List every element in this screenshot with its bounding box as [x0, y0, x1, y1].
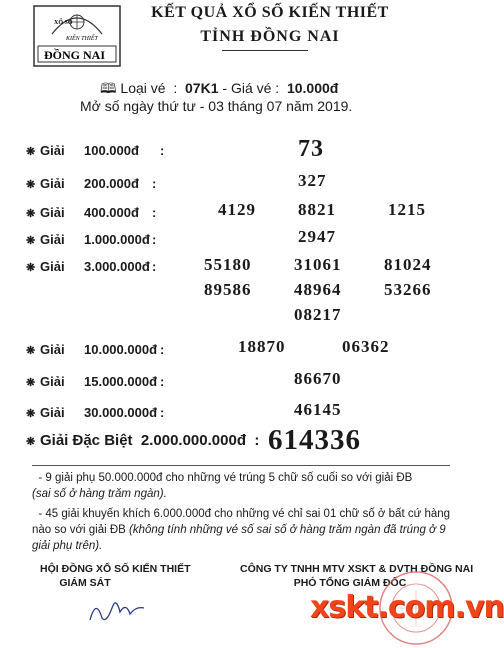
- prize-number: 1215: [388, 200, 426, 219]
- right-org: CÔNG TY TNHH MTV XSKT & DVTH ĐỒNG NAI: [240, 563, 474, 575]
- divider: [32, 465, 450, 466]
- handwritten-signature: [86, 588, 148, 628]
- logo-text-mid: KIẾN THIẾT: [66, 36, 98, 42]
- prize-number: 53266: [384, 280, 432, 299]
- ticket-price-value: 10.000đ: [286, 80, 339, 96]
- prize-number: 8821: [298, 200, 336, 219]
- prize-row-label: ❋ Giải 10.000.000đ: [26, 342, 158, 357]
- left-org: HỘI ĐỒNG XỔ SỐ KIẾN THIẾT: [40, 563, 191, 575]
- subtitle-underline: [222, 50, 308, 51]
- logo-text-top: XỔ SỐ: [54, 20, 73, 26]
- book-icon: 🕮: [100, 80, 117, 96]
- ticket-type-label: Loại vé: [120, 80, 166, 96]
- prize-number: 46145: [294, 400, 342, 419]
- star-icon: ❋: [26, 235, 36, 247]
- page-subtitle: TỈNH ĐỒNG NAI: [200, 28, 340, 45]
- watermark-site: xskt.com.vn: [310, 590, 504, 625]
- note-consolation: - 9 giải phụ 50.000.000đ cho những vé trúng 5 chữ số cuối so với giải ĐB (sai số ở hàng trăm ngàn).: [32, 472, 413, 500]
- prize-number: 48964: [294, 280, 342, 299]
- prize-number: 327: [298, 171, 327, 190]
- prize-row-label: ❋ Giải 100.000đ: [26, 143, 139, 158]
- star-icon: ❋: [26, 208, 36, 220]
- star-icon: ❋: [26, 262, 36, 274]
- ticket-type-value: 07K1: [185, 80, 219, 96]
- star-icon: ❋: [26, 377, 36, 389]
- prize-number: 73: [298, 136, 324, 162]
- prize-number: 2947: [298, 227, 336, 246]
- prize-row-label: ❋ Giải 1.000.000đ: [26, 232, 150, 247]
- prize-row-label: ❋ Giải 3.000.000đ: [26, 259, 150, 274]
- star-icon: ❋: [26, 408, 36, 420]
- draw-date: Mở số ngày thứ tư - 03 tháng 07 năm 2019.: [80, 98, 353, 114]
- star-icon: ❋: [26, 179, 36, 191]
- star-icon: ❋: [26, 146, 36, 158]
- right-role: PHÓ TỔNG GIÁM ĐỐC: [293, 577, 407, 589]
- prize-number: 31061: [294, 255, 342, 274]
- prize-row-label: ❋ Giải 400.000đ: [26, 205, 139, 220]
- prize-row-label: ❋ Giải 200.000đ: [26, 176, 139, 191]
- prize-number: 08217: [294, 305, 342, 324]
- dong-nai-lottery-logo: [32, 4, 122, 68]
- prize-number: 4129: [218, 200, 256, 219]
- special-prize-number: 614336: [268, 424, 361, 456]
- star-icon: ❋: [26, 436, 36, 448]
- prize-row-label: ❋ Giải 30.000.000đ: [26, 405, 158, 420]
- prize-number: 89586: [204, 280, 252, 299]
- prize-number: 06362: [342, 337, 390, 356]
- star-icon: ❋: [26, 345, 36, 357]
- prize-row-label: ❋ Giải 15.000.000đ: [26, 374, 158, 389]
- prize-number: 81024: [384, 255, 432, 274]
- ticket-info: 🕮 Loại vé : 07K1 - Giá vé : 10.000đ: [100, 80, 339, 96]
- ticket-price-label: Giá vé: [230, 80, 272, 96]
- note-encouragement: - 45 giải khuyến khích 6.000.000đ cho những vé chỉ sai 01 chữ số ở bất cứ hàng nào so với giải ĐB (không tính những vé số sai số ở hàng trăm ngàn đã trúng ở 9 giải phụ trên).: [32, 508, 451, 552]
- prize-number: 18870: [238, 337, 286, 356]
- page-title: KẾT QUẢ XỔ SỐ KIẾN THIẾT: [151, 4, 389, 21]
- left-role: GIÁM SÁT: [59, 577, 111, 589]
- prize-number: 86670: [294, 369, 342, 388]
- special-prize-label: ❋ Giải Đặc Biệt 2.000.000.000đ :: [26, 432, 260, 449]
- logo-text-bottom: ĐỒNG NAI: [44, 48, 106, 62]
- prize-number: 55180: [204, 255, 252, 274]
